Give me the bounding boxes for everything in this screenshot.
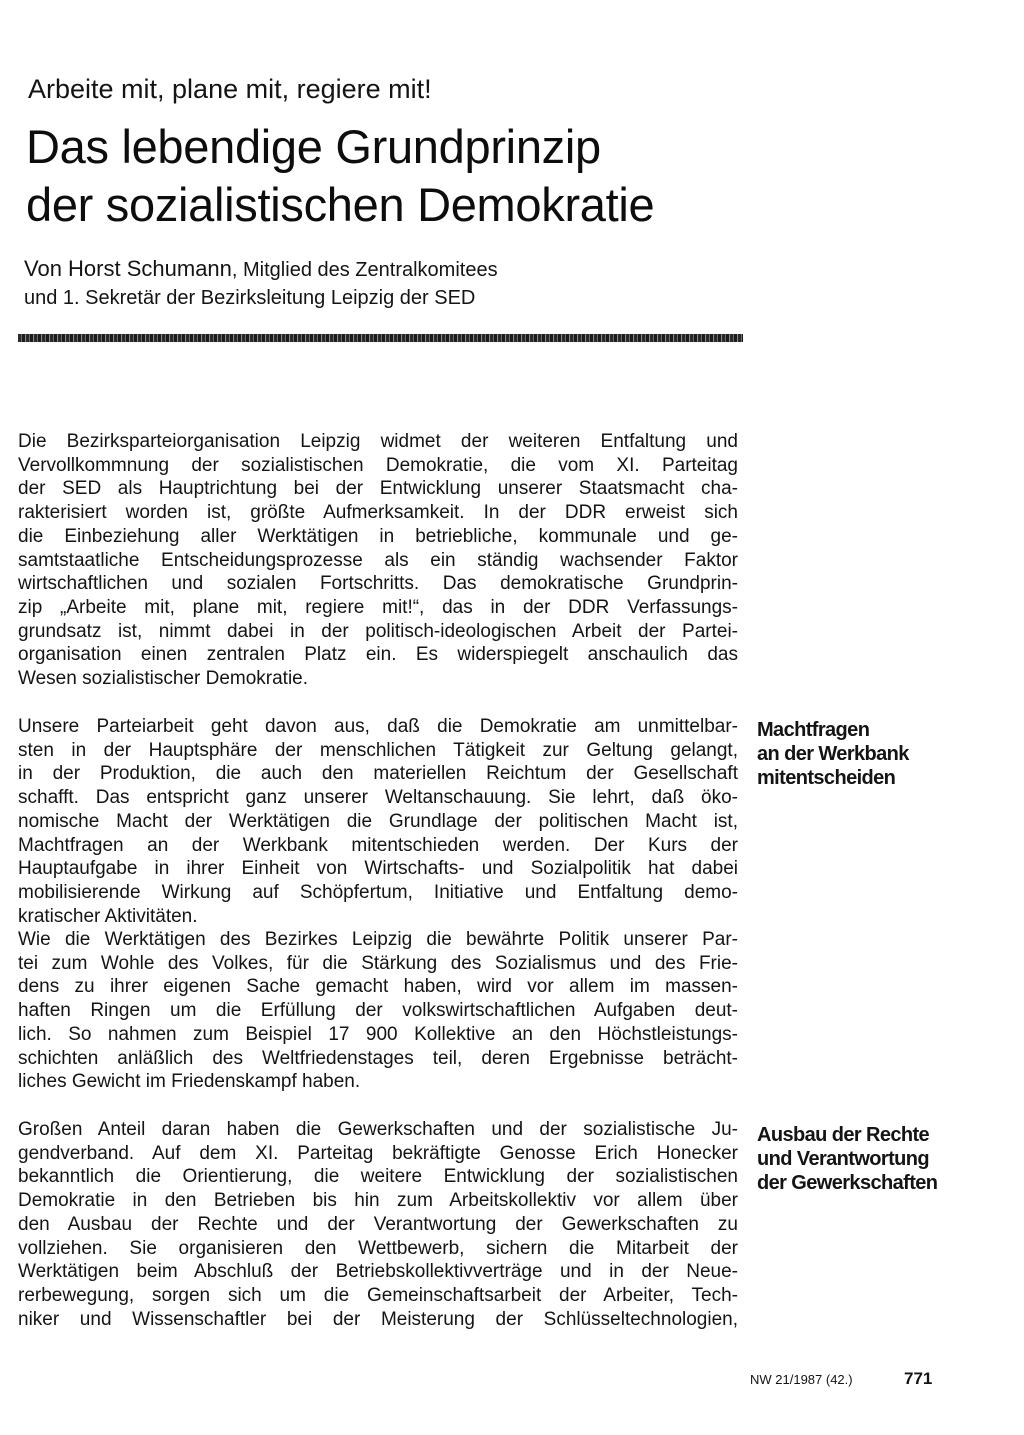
paragraph-line: niker und Wissenschaftler bei der Meisterung der Schlüsseltechnologien, [18,1308,738,1330]
paragraph-line: kratischer Aktivitäten. [18,905,198,927]
paragraph-line: Demokratie in den Betrieben bis hin zum Arbeitskollektiv vor allem über [18,1190,738,1212]
paragraph-line: wirtschaftlichen und sozialen Fortschritts. Das demokratische Grundprin- [18,573,738,595]
headline-line-1: Das lebendige Grundprinzip [26,120,601,173]
issue-reference: NW 21/1987 (42.) [750,1372,853,1387]
margin-note-gewerkschaften [757,1123,957,1195]
page-number: 771 [904,1369,933,1388]
byline-prefix: Von [24,256,69,281]
paragraph-line: Werktätigen beim Abschluß der Betriebskollektivverträge und in der Neue- [18,1261,738,1283]
margin-note-machtfragen [757,718,957,790]
paragraph-line: zip „Arbeite mit, plane mit, regiere mit!“, das in der DDR Verfassungs- [18,596,738,618]
paragraph-line: der SED als Hauptrichtung bei der Entwicklung unserer Staatsmacht cha- [18,478,738,500]
headline-line-2: der sozialistischen Demokratie [26,178,655,231]
article-byline [24,255,498,312]
paragraph-line: dens zu ihrer eigenen Sache gemacht haben, wird vor allem im massen- [18,976,738,998]
paragraph-line: sten in der Hauptsphäre der menschlichen Tätigkeit zur Geltung gelangt, [18,739,738,761]
paragraph-line: bekanntlich die Orientierung, die weitere Entwicklung der sozialistischen [18,1166,738,1188]
paragraph-line: gendverband. Auf dem XI. Parteitag bekräftigte Genosse Erich Honecker [18,1142,738,1164]
paragraph-line: lich. So nahmen zum Beispiel 17 900 Kollektive an den Höchstleistungs- [18,1023,738,1045]
article-headline [26,118,654,234]
paragraph-line: Vervollkommnung der sozialistischen Demokratie, die vom XI. Parteitag [18,454,738,476]
paragraph-line: Unsere Parteiarbeit geht davon aus, daß die Demokratie am unmittelbar- [18,716,738,737]
paragraph-line: mobilisierende Wirkung auf Schöpfertum, Initiative und Entfaltung demo- [18,881,738,903]
paragraph-line: Hauptaufgabe in ihrer Einheit von Wirtschafts- und Sozialpolitik hat dabei [18,858,738,880]
paragraph-line: Wesen sozialistischer Demokratie. [18,668,309,690]
margin-note-line: und Verantwortung [757,1148,930,1170]
body-paragraph-1 [18,430,738,691]
margin-note-line: der Gewerkschaften [757,1172,938,1194]
margin-note-line: Ausbau der Rechte [757,1124,930,1146]
paragraph-line: haften Ringen um die Erfüllung der volkswirtschaftlichen Aufgaben deut- [18,1000,738,1022]
margin-note-line: Machtfragen [757,719,870,741]
paragraph-line: grundsatz ist, nimmt dabei in der politisch-ideologischen Arbeit der Partei- [18,620,738,642]
paragraph-line: schafft. Das entspricht ganz unserer Weltanschauung. Sie lehrt, daß öko- [18,787,738,809]
paragraph-line: rerbewegung, sorgen sich um die Gemeinschaftsarbeit der Arbeiter, Tech- [18,1284,738,1306]
body-paragraph-3 [18,928,738,1094]
paragraph-line: in der Produktion, die auch den materiellen Reichtum der Gesellschaft [18,763,738,785]
paragraph-line: samtstaatliche Entscheidungsprozesse als ein ständig wachsender Faktor [18,549,738,571]
paragraph-line: Großen Anteil daran haben die Gewerkschaften und der sozialistische Ju- [18,1119,738,1140]
body-paragraph-2 [18,715,738,928]
paragraph-line: schichten anläßlich des Weltfriedenstages teil, deren Ergebnisse beträcht- [18,1047,738,1069]
paragraph-line: tei zum Wohle des Volkes, für die Stärkung des Sozialismus und des Frie- [18,952,738,974]
article-kicker: Arbeite mit, plane mit, regiere mit! [28,74,432,104]
byline-role-2: und 1. Sekretär der Bezirksleitung Leipzig der SED [24,287,476,309]
paragraph-line: Wie die Werktätigen des Bezirkes Leipzig die bewährte Politik unserer Par- [18,929,738,950]
paragraph-line: Machtfragen an der Werkbank mitentschieden werden. Der Kurs der [18,834,738,856]
paragraph-line: vollziehen. Sie organisieren den Wettbewerb, sichern die Mitarbeit der [18,1237,738,1259]
paragraph-line: Die Bezirksparteiorganisation Leipzig widmet der weiteren Entfaltung und [18,431,738,452]
margin-note-line: mitentscheiden [757,767,896,789]
paragraph-line: organisation einen zentralen Platz ein. Es widerspiegelt anschaulich das [18,644,738,666]
paragraph-line: die Einbeziehung aller Werktätigen in betriebliche, kommunale und ge- [18,525,738,547]
paragraph-line: nomische Macht der Werktätigen die Grundlage der politischen Macht ist, [18,810,738,832]
margin-note-line: an der Werkbank [757,743,909,765]
paragraph-line: liches Gewicht im Friedenskampf haben. [18,1071,361,1093]
byline-author: Horst Schumann [68,256,232,281]
title-rule-divider [18,334,743,342]
byline-role-1: , Mitglied des Zentralkomitees [231,259,498,281]
paragraph-line: rakterisiert worden ist, größte Aufmerksamkeit. In der DDR erweist sich [18,502,738,524]
byline-line-1 [24,255,498,284]
body-paragraph-4 [18,1118,738,1331]
paragraph-line: den Ausbau der Rechte und der Verantwortung der Gewerkschaften zu [18,1213,738,1235]
